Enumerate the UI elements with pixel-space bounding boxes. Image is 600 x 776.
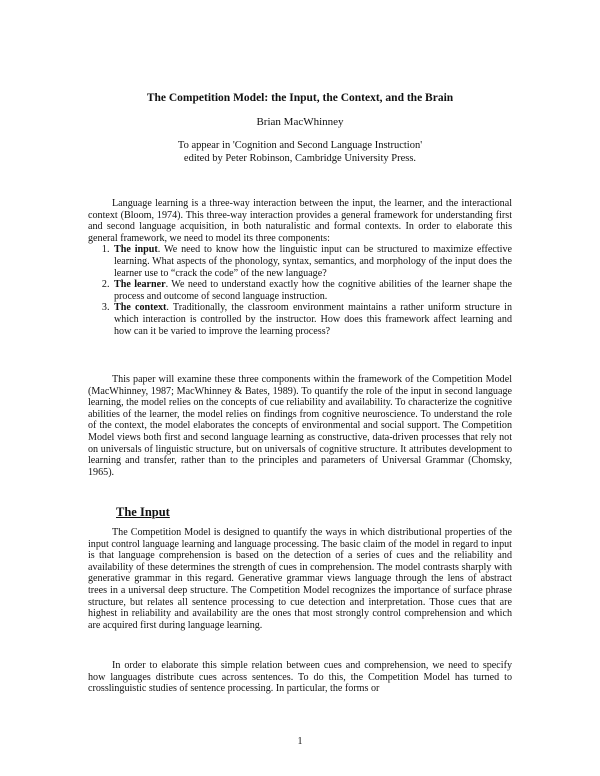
component-item-learner (112, 279, 512, 302)
framework-paragraph: This paper will examine these three components within the framework of the Competition Model (MacWhinney, 1987; MacWhinney & Bates, 1989). To quantify the role of the input in second language learning, the model relies on the concepts of cue reliability and availability. To characterize the cognitive abilities of the learner, the model relies on findings from cognitive neuroscience. To understand the role of the context, the model elaborates the concepts of environmental and social support. The Competition Model views both first and second language learning as constructive, data-driven processes that rely not on universals of linguistic structure, but on universals of cognitive structure. It attributes development to learning and transfer, rather than to the principles and parameters of Universal Grammar (Chomsky, 1965). (88, 374, 512, 478)
components-list (88, 244, 512, 337)
component-term: The learner (114, 279, 166, 291)
author-name: Brian MacWhinney (256, 116, 344, 128)
intro-paragraph: Language learning is a three-way interaction between the input, the learner, and the interactional context (Bloom, 1974). This three-way interaction provides a general framework for understanding first and second language acquisition, in both naturalistic and formal contexts. In order to elaborate this general framework, we need to model its three components: (88, 198, 512, 244)
component-text: . We need to understand exactly how the cognitive abilities of the learner shape the process and outcome of second language instruction. (114, 279, 512, 302)
cues-paragraph: In order to elaborate this simple relation between cues and comprehension, we need to specify how languages distribute cues across sentences. To do this, the Competition Model has turned to crosslinguistic studies of sentence processing. In particular, the forms or (88, 660, 512, 695)
component-item-input (112, 244, 512, 279)
input-paragraph: The Competition Model is designed to quantify the ways in which distributional properties of the input control language learning and language processing. The basic claim of the model in regard to input is that language comprehension is based on the detection of a series of cues and the reliability and availability of these determines the strength of cues in comprehension. The model contrasts sharply with generative grammar in this regard. Generative grammar views language through the lens of abstract trees in a universal deep structure. The Competition Model recognizes the importance of surface phrase structure, but relates all sentence processing to cue detection and interpretation. Those cues that are highest in reliability and availability are the ones that most strongly control comprehension and which are acquired first during language learning. (88, 527, 512, 631)
component-term: The input (114, 244, 158, 256)
intro-section (88, 198, 512, 337)
component-text: . Traditionally, the classroom environment maintains a rather uniform structure in which interaction is controlled by the instructor. How does this framework affect learning and how can it be varied to improve the learning process? (114, 302, 512, 337)
publication-note (0, 140, 600, 165)
component-item-context (112, 302, 512, 337)
section-heading-input: The Input (116, 505, 170, 519)
paper-title: The Competition Model: the Input, the Context, and the Brain (146, 92, 454, 104)
publication-note-line-1: To appear in 'Cognition and Second Language Instruction' (177, 140, 423, 151)
component-text: . We need to know how the linguistic input can be structured to maximize effective learning. What aspects of the phonology, syntax, semantics, and morphology of the input does the learner use to “crack the code” of the new language? (114, 244, 512, 279)
component-term: The context (114, 302, 167, 314)
page-number: 1 (297, 736, 303, 747)
publication-note-line-2: edited by Peter Robinson, Cambridge University Press. (183, 152, 417, 164)
